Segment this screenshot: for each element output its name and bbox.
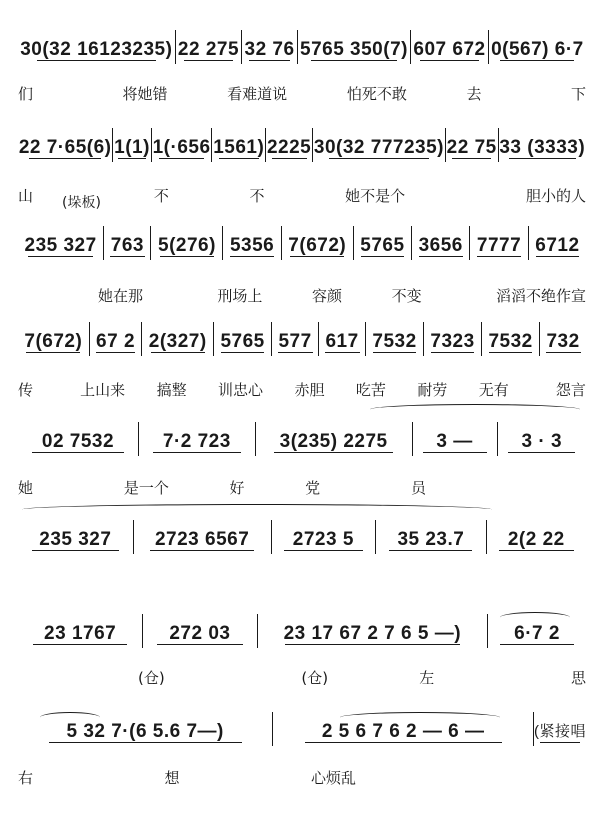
measure: 22 275 <box>175 30 242 64</box>
measure: 7323 <box>423 322 481 356</box>
lyric: 她在那 <box>98 287 144 305</box>
lyric: 滔滔不绝作宣 <box>495 287 586 305</box>
notation-row <box>18 128 586 162</box>
lyric: 胆小的人 <box>525 187 586 205</box>
measure: 7532 <box>481 322 539 356</box>
notation-row <box>18 422 586 456</box>
lyric: 下 <box>571 85 586 103</box>
slur-mark <box>370 404 580 415</box>
lyric: 好 <box>229 479 245 497</box>
lyric: 去 <box>466 85 482 103</box>
notation-row <box>18 712 586 746</box>
lyric: 吃苦 <box>355 381 386 399</box>
measure: 7532 <box>365 322 423 356</box>
lyric: 不变 <box>391 287 422 305</box>
lyric: 上山来 <box>80 381 126 399</box>
lyric: 训忠心 <box>218 381 264 399</box>
lyric: 无有 <box>478 381 509 399</box>
lyric: 不 <box>153 187 169 205</box>
lyric: 不 <box>249 187 265 205</box>
lyric: 耐劳 <box>417 381 448 399</box>
lyric: 赤胆 <box>294 381 325 399</box>
measure: 0(567) 6·7 <box>488 30 586 64</box>
lyric: 们 <box>18 85 34 103</box>
measure: 7(672) <box>281 226 353 260</box>
measure: 30(32 777235) <box>312 128 445 162</box>
measure: 32 76 <box>241 30 297 64</box>
lyric: 员 <box>410 479 426 497</box>
lyric: 搞整 <box>156 381 187 399</box>
lyric: 她 <box>18 479 34 497</box>
lyric: 她不是个 <box>345 187 406 205</box>
lyric: 右 <box>18 769 34 787</box>
lyric: 思 <box>571 669 586 687</box>
notation-row <box>18 520 586 554</box>
measure: 2(327) <box>141 322 213 356</box>
measure: 30(32 16123235) <box>18 30 175 64</box>
measure: 1(1) <box>112 128 150 162</box>
measure: 607 672 <box>410 30 488 64</box>
slur-mark <box>40 712 100 723</box>
lyric: 刑场上 <box>217 287 263 305</box>
measure: 763 <box>103 226 150 260</box>
lyric: (仓) <box>301 669 329 687</box>
measure: 2225 <box>265 128 312 162</box>
lyric: 怨言 <box>555 381 586 399</box>
measure: 3656 <box>411 226 469 260</box>
measure: 23 1767 <box>18 614 142 648</box>
lyric: 山 <box>18 187 34 205</box>
measure: 2(2 22 <box>486 520 586 554</box>
measure: 35 23.7 <box>375 520 485 554</box>
slur-mark <box>500 612 570 623</box>
measure: 02 7532 <box>18 422 138 456</box>
slur-mark <box>22 504 492 515</box>
notation-row <box>18 226 586 260</box>
measure: 5(276) <box>150 226 222 260</box>
lyric: 是一个 <box>123 479 169 497</box>
measure: 732 <box>539 322 586 356</box>
slur-mark <box>340 712 500 723</box>
measure: 1(·656 <box>151 128 212 162</box>
lyric: 怕死不敢 <box>346 85 407 103</box>
measure: 5765 350(7) <box>297 30 410 64</box>
tempo-annotation: (垛板) <box>62 195 101 211</box>
lyric: 传 <box>18 381 34 399</box>
measure: 617 <box>318 322 365 356</box>
notation-row <box>18 322 586 356</box>
measure: 2 5 6 7 6 2 — 6 — <box>272 712 533 746</box>
measure: 5765 <box>353 226 411 260</box>
measure: 1561) <box>211 128 265 162</box>
measure: 3 · 3 <box>497 422 586 456</box>
lyric-row <box>18 766 586 790</box>
measure: 235 327 <box>18 226 103 260</box>
lyric: 看难道说 <box>227 85 288 103</box>
lyric-row <box>18 476 586 500</box>
measure: 7·2 723 <box>138 422 255 456</box>
lyric-row <box>18 378 586 402</box>
measure: 7777 <box>469 226 527 260</box>
lyric: (仓) <box>138 669 165 687</box>
measure: 22 7·65(6) <box>18 128 112 162</box>
measure: 6712 <box>528 226 586 260</box>
measure: 5 32 7·(6 5.6 7—) <box>18 712 272 746</box>
lyric: 想 <box>164 769 180 787</box>
measure: 7(672) <box>18 322 89 356</box>
measure: (紧接唱 <box>533 712 586 746</box>
measure: 2723 6567 <box>133 520 271 554</box>
measure: 3 — <box>412 422 497 456</box>
lyric-row <box>18 284 586 308</box>
measure: 272 03 <box>142 614 256 648</box>
lyric: 左 <box>419 669 435 687</box>
measure: 33 (3333) <box>498 128 586 162</box>
measure: 2723 5 <box>271 520 376 554</box>
measure: 6·7 2 <box>487 614 586 648</box>
measure: 67 2 <box>89 322 142 356</box>
notation-row <box>18 30 586 64</box>
lyric-row <box>18 82 586 106</box>
measure: 3(235) 2275 <box>255 422 412 456</box>
lyric-row <box>18 666 586 690</box>
measure: 235 327 <box>18 520 133 554</box>
measure: 22 75 <box>445 128 498 162</box>
lyric-row <box>18 184 586 208</box>
measure: 577 <box>271 322 318 356</box>
measure: 5765 <box>213 322 271 356</box>
lyric: 心烦乱 <box>311 769 357 787</box>
lyric: 将她错 <box>122 85 168 103</box>
measure: 5356 <box>222 226 280 260</box>
measure: 23 17 67 2 7 6 5 —) <box>257 614 488 648</box>
lyric: 容颜 <box>311 287 342 305</box>
lyric: 党 <box>305 479 321 497</box>
